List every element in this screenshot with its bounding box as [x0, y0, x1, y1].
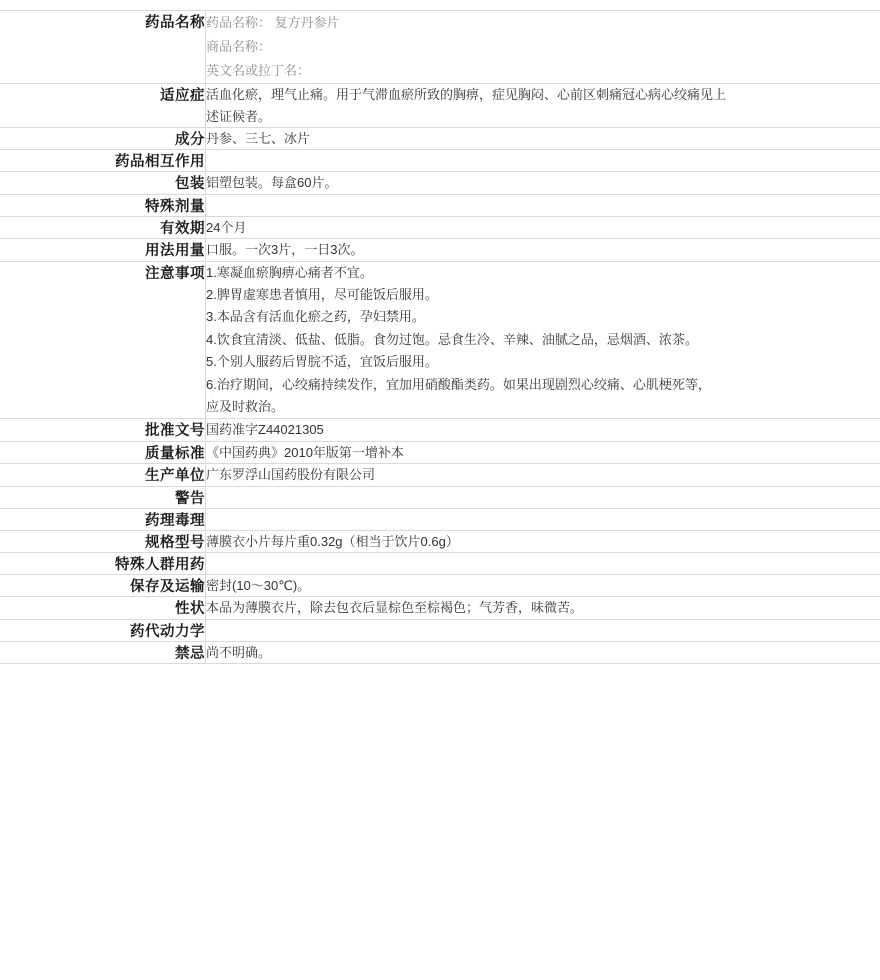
row-label-dosage-usage: 用法用量	[0, 239, 206, 261]
drug-info-table	[0, 10, 880, 664]
row-label-appearance: 性状	[0, 597, 206, 619]
row-label-contraindications: 禁忌	[0, 641, 206, 663]
row-label-quality-standard: 质量标准	[0, 441, 206, 463]
row-label-special-populations: 特殊人群用药	[0, 553, 206, 575]
table-row	[0, 419, 880, 441]
ingredients-line: 丹参、三七、冰片	[206, 131, 311, 147]
row-label-pharmacokinetics: 药代动力学	[0, 619, 206, 641]
specification-line: 薄膜衣小片每片重0.32g（相当于饮片0.6g）	[206, 533, 459, 549]
quality-standard-line: 《中国药典》2010年版第一增补本	[206, 444, 404, 460]
table-row	[0, 84, 880, 128]
table-row	[0, 194, 880, 216]
precaution-item-6: 6.治疗期间，心绞痛持续发作，宜加用硝酸酯类药。如果出现剧烈心绞痛、心肌梗死等，	[206, 376, 711, 392]
storage-transport-line: 密封(10～30℃)。	[206, 578, 311, 594]
appearance-line: 本品为薄膜衣片，除去包衣后显棕色至棕褐色；气芳香，味微苦。	[206, 600, 584, 616]
table-row	[0, 553, 880, 575]
row-label-storage-transport: 保存及运输	[0, 575, 206, 597]
shelf-life-line: 24个月	[206, 219, 247, 235]
row-value-precautions	[206, 261, 880, 419]
row-label-ingredients: 成分	[0, 128, 206, 150]
table-row	[0, 261, 880, 419]
row-value-specification	[206, 530, 880, 552]
row-label-packaging: 包装	[0, 172, 206, 194]
row-label-pharmacology-toxicology: 药理毒理	[0, 508, 206, 530]
row-value-appearance	[206, 597, 880, 619]
manufacturer-line: 广东罗浮山国药股份有限公司	[206, 467, 376, 483]
row-value-pharmacology-toxicology	[206, 508, 880, 530]
row-label-approval-number: 批准文号	[0, 419, 206, 441]
row-label-shelf-life: 有效期	[0, 216, 206, 238]
drug-name-line: 药品名称： 复方丹参片	[206, 15, 340, 30]
row-value-dosage-usage	[206, 239, 880, 261]
row-value-special-populations	[206, 553, 880, 575]
row-value-warning	[206, 486, 880, 508]
table-row	[0, 239, 880, 261]
table-row	[0, 641, 880, 663]
table-row	[0, 128, 880, 150]
row-value-manufacturer	[206, 464, 880, 486]
precaution-item-1: 1.寒凝血瘀胸痹心痛者不宜。	[206, 264, 373, 280]
table-row	[0, 619, 880, 641]
precaution-item-5: 5.个别人服药后胃脘不适，宜饭后服用。	[206, 354, 438, 370]
row-value-packaging	[206, 172, 880, 194]
table-row	[0, 150, 880, 172]
drug-info-table-body	[0, 11, 880, 664]
row-label-specification: 规格型号	[0, 530, 206, 552]
approval-number-line: 国药准字Z44021305	[206, 422, 324, 438]
row-label-drug-name: 药品名称	[0, 11, 206, 84]
table-row	[0, 508, 880, 530]
table-row	[0, 441, 880, 463]
precaution-item-3: 3.本品含有活血化瘀之药，孕妇禁用。	[206, 309, 425, 325]
indications-line-1: 活血化瘀，理气止痛。用于气滞血瘀所致的胸痹，症见胸闷、心前区刺痛冠心病心绞痛见上	[206, 87, 727, 103]
row-value-quality-standard	[206, 441, 880, 463]
dosage-usage-line: 口服。一次3片，一日3次。	[206, 242, 364, 258]
precaution-item-4: 4.饮食宜清淡、低盐、低脂。食勿过饱。忌食生冷、辛辣、油腻之品，忌烟酒、浓茶。	[206, 331, 698, 347]
trade-name-line: 商品名称：	[206, 39, 272, 55]
packaging-line: 铝塑包装。每盒60片。	[206, 175, 338, 191]
precaution-item-2: 2.脾胃虚寒患者慎用，尽可能饭后服用。	[206, 287, 438, 303]
row-value-contraindications	[206, 641, 880, 663]
row-value-storage-transport	[206, 575, 880, 597]
row-label-precautions: 注意事项	[0, 261, 206, 419]
row-label-manufacturer: 生产单位	[0, 464, 206, 486]
contraindications-line: 尚不明确。	[206, 644, 272, 660]
row-label-warning: 警告	[0, 486, 206, 508]
indications-line-2: 述证候者。	[206, 108, 272, 124]
table-row	[0, 486, 880, 508]
row-value-indications	[206, 84, 880, 128]
row-label-interactions: 药品相互作用	[0, 150, 206, 172]
table-row	[0, 11, 880, 84]
table-row	[0, 575, 880, 597]
precaution-item-6-cont: 应及时救治。	[206, 398, 285, 414]
table-row	[0, 172, 880, 194]
row-label-special-dosage: 特殊剂量	[0, 194, 206, 216]
table-row	[0, 597, 880, 619]
row-value-pharmacokinetics	[206, 619, 880, 641]
row-value-ingredients	[206, 128, 880, 150]
row-value-special-dosage	[206, 194, 880, 216]
row-value-drug-name	[206, 11, 880, 84]
english-name-line: 英文名或拉丁名：	[206, 63, 311, 79]
table-row	[0, 530, 880, 552]
row-value-shelf-life	[206, 216, 880, 238]
row-value-approval-number	[206, 419, 880, 441]
row-value-interactions	[206, 150, 880, 172]
table-row	[0, 464, 880, 486]
table-row	[0, 216, 880, 238]
row-label-indications: 适应症	[0, 84, 206, 128]
